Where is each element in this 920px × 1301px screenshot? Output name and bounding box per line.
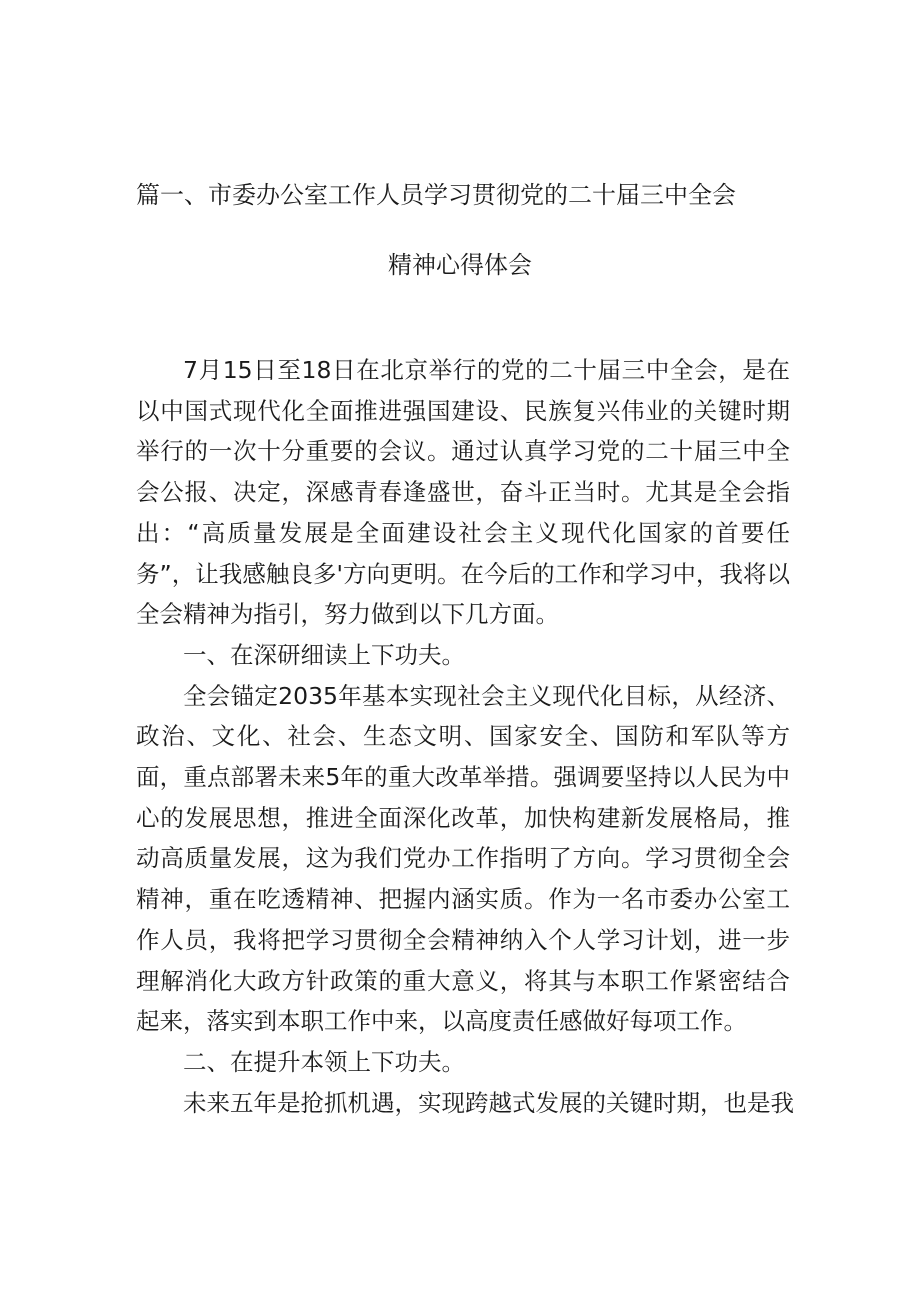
paragraph-section-2-partial: 未来五年是抢抓机遇，实现跨越式发展的关键时期，也是我 <box>183 1088 794 1117</box>
paragraph-section-1: 全会锚定2035年基本实现社会主义现代化目标，从经济、政治、文化、社会、生态文明、国家安全、国防和军队等方面，重点部署未来5年的重大改革举措。强调要坚持以人民为中心的发展思想，推进全面深化改革，加快构建新发展格局，推动高质量发展，这为我们党办工作指明了方向。学习贯彻全会精神，重在吃透精神、把握内涵实质。作为一名市委办公室工作人员，我将把学习贯彻全会精神纳入个人学习计划，进一步理解消化大政方针政策的重大意义，将其与本职工作紧密结合起来，落实到本职工作中来，以高度责任感做好每项工作。 <box>136 681 790 1036</box>
section-heading-2: 二、在提升本领上下功夫。 <box>183 1047 465 1076</box>
document-title-line-2: 精神心得体会 <box>388 251 532 279</box>
section-heading-1: 一、在深研细读上下功夫。 <box>183 640 465 669</box>
paragraph-intro: 7月15日至18日在北京举行的党的二十届三中全会，是在以中国式现代化全面推进强国建设、民族复兴伟业的关键时期举行的一次十分重要的会议。通过认真学习党的二十届三中全会公报、决定，深感青春逢盛世，奋斗正当时。尤其是全会指出：“高质量发展是全面建设社会主义现代化国家的首要任务”，让我感触良多'方向更明。在今后的工作和学习中，我将以全会精神为指引，努力做到以下几方面。 <box>136 356 790 629</box>
document-body <box>136 350 794 1123</box>
document-title-line-1: 篇一、市委办公室工作人员学习贯彻党的二十届三中全会 <box>136 181 736 209</box>
